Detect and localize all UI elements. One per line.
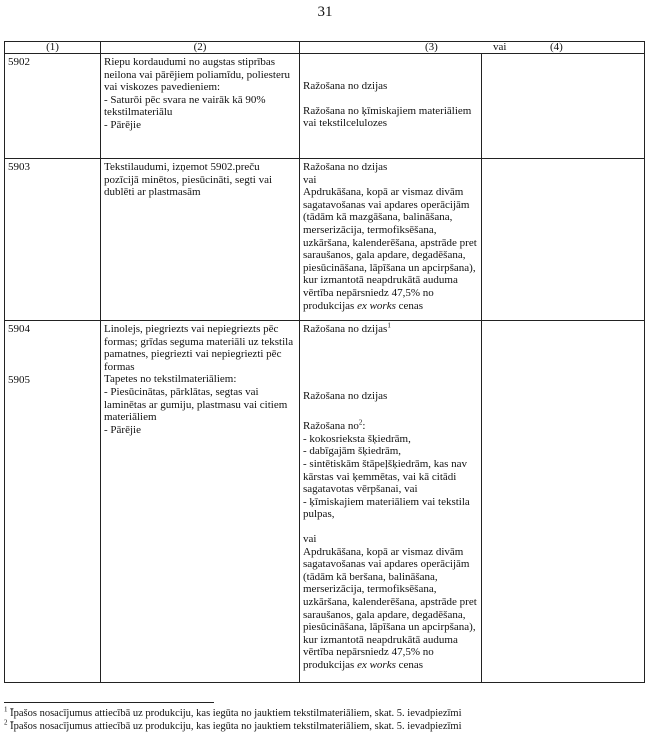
page-number: 31 xyxy=(317,4,333,20)
desc-title: Riepu kordaudumi no augstas stiprības neilona vai pārējiem poliamīdu, poliesteru vai viskozes pavedieniem: xyxy=(104,56,291,94)
rule-bullet: - ķīmiskajiem materiāliem vai tekstila pulpas, xyxy=(303,495,470,521)
footnote: $^1$ Īpašos nosacījumus attiecībā uz produkciju, kas iegūta no jauktiem tekstilmateriāliem, skat. 5. ievadpiezīmi xyxy=(4,705,462,719)
desc-item: - Saturōi pēc svara ne vairāk kā 90% tekstilmateriālu xyxy=(104,93,266,119)
footnote-ref: 2 xyxy=(358,418,363,427)
rule-bullet: - sintētiskām štāpeļšķiedrām, kas nav kārstas vai ķemmētas, vai kā citādi sagatavotas vērpšanai, vai xyxy=(303,457,468,496)
rule-bullet: - dabīgajām šķiedrām, xyxy=(303,445,402,458)
table-header-row xyxy=(5,42,645,54)
table-row xyxy=(5,54,645,159)
row-description xyxy=(101,321,300,683)
header-col3: (3) xyxy=(425,41,438,53)
rule-vai: vai xyxy=(303,532,317,545)
row-rule xyxy=(300,159,482,321)
desc-title: Tekstilaudumi, izņemot 5902.preču pozīcijā minētos, piesūcināti, segti vai dublēti ar plastmasām xyxy=(104,161,273,199)
rule-text: Apdrukāšana, kopā ar vismaz divām sagatavošanas vai apdares operācijām (tādām kā mazgāšana, balināšana, merserizācija, termofiksēšana, uzkāršana, kalenderēšana, apstrāde pret saraušanos, gala apdare, degadēšana, piesūcināšana, lāpīšana un apcirpšana), kur izmantotā neapdrukātā auduma vērtība nepārsniedz 47,5% no produkcijas xyxy=(303,186,477,312)
footnote: $^2$ Īpašos nosacījumus attiecībā uz produkciju, kas iegūta no jauktiem tekstilmateriāliem, skat. 5. ievadpiezīmi xyxy=(4,718,462,732)
desc-item: - Pārējie xyxy=(104,423,141,436)
row-description xyxy=(101,159,300,321)
row-code-5905: 5905 xyxy=(8,373,30,386)
rule-text: Apdrukāšana, kopā ar vismaz divām sagatavošanas vai apdares operācijām (tādām kā beršana, balināšana, merserizācija, termofiksēšana, uzkāršana, kalenderēšana, apstrāde pret saraušanos, gala apdare, degadēšana, piesūcināšana, lāpīšana un apcirpšana), kur izmantotā neapdrukātā auduma vērtība nepārsniedz 47,5% no produkcijas xyxy=(303,545,477,671)
rule-bullet: - kokosrieksta šķiedrām, xyxy=(303,432,411,445)
header-col3-col4 xyxy=(300,42,645,54)
row-rule xyxy=(300,54,482,159)
rule-line: Ražošana no dzijas xyxy=(303,80,388,92)
rule-line: Ražošana $no^2$: xyxy=(303,418,366,433)
rule-tail: cenas xyxy=(398,299,424,312)
desc-title: Tapetes no tekstilmateriāliem: xyxy=(104,373,237,386)
rule-line: Ražošana no ķīmiskajiem materiāliem vai tekstilcelulozes xyxy=(303,104,472,130)
footnote-separator xyxy=(4,702,214,703)
desc-item: - Piesūcinātas, pārklātas, segtas vai laminētas ar gumiju, plastmasu vai citiem materiāliem xyxy=(104,385,288,424)
table-row xyxy=(5,321,645,683)
row-alt-rule xyxy=(482,54,645,159)
row-code: 5902 xyxy=(5,54,101,159)
desc-item: - Pārējie xyxy=(104,118,141,131)
row-description xyxy=(101,54,300,159)
row-code: 5903 xyxy=(5,159,101,321)
row-alt-rule xyxy=(482,321,645,683)
rule-line: Ražošana no dzijas$^1$ xyxy=(303,321,391,335)
header-col2: (2) xyxy=(101,42,300,54)
rule-ex-works: ex works xyxy=(357,299,396,312)
row-rule xyxy=(300,321,482,683)
row-alt-rule xyxy=(482,159,645,321)
desc-title: Linolejs, piegriezts vai nepiegriezts pēc formas; grīdas seguma materiāli uz tekstila pamatnes, piegriezti vai nepiegriezti pēc formas xyxy=(104,323,294,373)
rule-line: Ražošana no dzijas xyxy=(303,161,388,173)
header-vai: vai xyxy=(493,41,507,53)
row-code xyxy=(5,321,101,683)
rules-table xyxy=(4,41,645,683)
row-code-5904: 5904 xyxy=(8,323,30,335)
rule-tail: cenas xyxy=(398,658,424,671)
header-col4: (4) xyxy=(550,41,563,53)
rule-line: Ražošana no dzijas xyxy=(303,389,388,402)
header-col1: (1) xyxy=(5,42,101,54)
rule-ex-works: ex works xyxy=(357,658,396,671)
footnote-ref: 1 xyxy=(387,321,391,330)
rule-vai: vai xyxy=(303,173,317,186)
table-row xyxy=(5,159,645,321)
